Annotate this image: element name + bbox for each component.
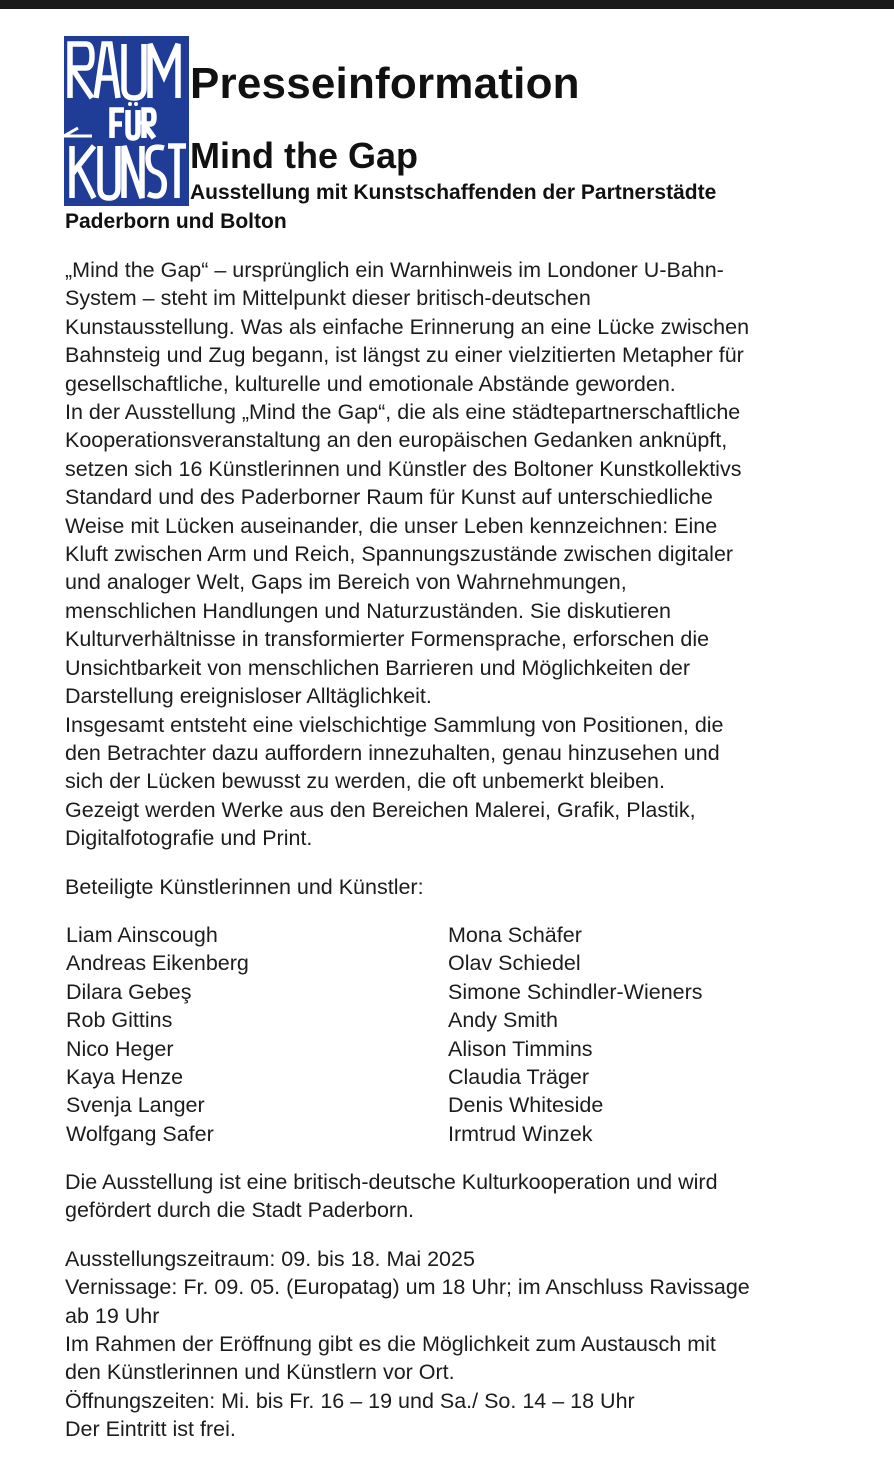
- artist-name: Claudia Träger: [448, 1065, 590, 1090]
- artist-name: Dilara Gebeş: [66, 979, 192, 1004]
- artist-name: Kaya Henze: [66, 1065, 184, 1090]
- text-line: gesellschaftliche, kulturelle und emotionale Abstände geworden.: [65, 371, 676, 396]
- closing-text: [65, 1168, 855, 1444]
- info-line: ab 19 Uhr: [65, 1303, 160, 1328]
- artists-column-left: [66, 921, 448, 1148]
- artist-name: Alison Timmins: [448, 1036, 593, 1061]
- artist-name: Nico Heger: [66, 1036, 174, 1061]
- funding-line: gefördert durch die Stadt Paderborn.: [65, 1198, 414, 1223]
- raum-fuer-kunst-logo: [64, 36, 189, 206]
- info-line: Im Rahmen der Eröffnung gibt es die Möglichkeit zum Austausch mit: [65, 1332, 716, 1357]
- artist-name: Denis Whiteside: [448, 1093, 604, 1118]
- text-line: Darstellung ereignisloser Alltäglichkeit.: [65, 684, 432, 709]
- text-line: den Betrachter dazu auffordern innezuhalten, genau hinzusehen und: [65, 740, 720, 765]
- text-line: „Mind the Gap“ – ursprünglich ein Warnhinweis im Londoner U-Bahn-: [65, 258, 724, 282]
- text-line: Kulturverhältnisse in transformierter Formensprache, erforschen die: [65, 627, 710, 652]
- text-line: Kunstausstellung. Was als einfache Erinnerung an eine Lücke zwischen: [65, 314, 750, 339]
- text-line: Unsichtbarkeit von menschlichen Barrieren und Möglichkeiten der: [65, 655, 691, 680]
- artist-name: Svenja Langer: [66, 1093, 205, 1118]
- text-line: Insgesamt entsteht eine vielschichtige Sammlung von Positionen, die: [65, 712, 724, 737]
- artists-list: [66, 921, 846, 1148]
- info-line: Vernissage: Fr. 09. 05. (Europatag) um 18 Uhr; im Anschluss Ravissage: [65, 1275, 750, 1300]
- info-line: Ausstellungszeitraum: 09. bis 18. Mai 2025: [65, 1246, 475, 1271]
- press-text: [65, 256, 855, 901]
- artist-name: Liam Ainscough: [66, 923, 218, 947]
- top-bar: [0, 0, 894, 9]
- artist-name: Simone Schindler-Wieners: [448, 979, 703, 1004]
- text-line: setzen sich 16 Künstlerinnen und Künstler des Boltoner Kunstkollektivs: [65, 456, 742, 481]
- artist-name: Wolfgang Safer: [66, 1121, 214, 1146]
- text-line: Digitalfotografie und Print.: [65, 826, 313, 851]
- text-line: Standard und des Paderborner Raum für Kunst auf unterschiedliche: [65, 485, 713, 510]
- artist-name: Olav Schiedel: [448, 951, 581, 976]
- text-line: menschlichen Handlungen und Naturzuständen. Sie diskutieren: [65, 598, 671, 623]
- text-line: und analoger Welt, Gaps im Bereich von Wahrnehmungen,: [65, 570, 627, 595]
- text-line: Kluft zwischen Arm und Reich, Spannungszustände zwischen digitaler: [65, 542, 734, 567]
- artists-heading: Beteiligte Künstlerinnen und Künstler:: [65, 874, 424, 899]
- artist-name: Andy Smith: [448, 1008, 558, 1033]
- text-line: Weise mit Lücken auseinander, die unser Leben kennzeichnen: Eine: [65, 513, 718, 538]
- funding-line: Die Ausstellung ist eine britisch-deutsche Kulturkooperation und wird: [65, 1170, 718, 1194]
- text-line: Bahnsteig und Zug begann, ist längst zu einer vielzitierten Metapher für: [65, 343, 744, 368]
- text-line: System – steht im Mittelpunkt dieser britisch-deutschen: [65, 286, 591, 311]
- info-line: den Künstlerinnen und Künstlern vor Ort.: [65, 1360, 455, 1385]
- info-line: Öffnungszeiten: Mi. bis Fr. 16 – 19 und Sa./ So. 14 – 18 Uhr: [65, 1388, 635, 1413]
- artist-name: Rob Gittins: [66, 1008, 173, 1033]
- exhibition-subline-cont: Paderborn und Bolton: [65, 210, 287, 233]
- text-line: sich der Lücken bewusst zu werden, die oft unbemerkt bleiben.: [65, 769, 665, 794]
- exhibition-subline: Ausstellung mit Kunstschaffenden der Partnerstädte: [190, 181, 717, 204]
- text-line: Kooperationsveranstaltung an den europäischen Gedanken anknüpft,: [65, 428, 728, 453]
- text-line: In der Ausstellung „Mind the Gap“, die als eine städtepartnerschaftliche: [65, 400, 741, 425]
- artists-column-right: [448, 921, 846, 1148]
- artist-name: Mona Schäfer: [448, 923, 582, 947]
- artist-name: Andreas Eikenberg: [66, 951, 249, 976]
- exhibition-title: Mind the Gap: [190, 135, 418, 176]
- page-title: Presseinformation: [190, 59, 580, 108]
- artist-name: Irmtrud Winzek: [448, 1121, 593, 1146]
- text-line: Gezeigt werden Werke aus den Bereichen Malerei, Grafik, Plastik,: [65, 797, 696, 822]
- info-line: Der Eintritt ist frei.: [65, 1417, 236, 1442]
